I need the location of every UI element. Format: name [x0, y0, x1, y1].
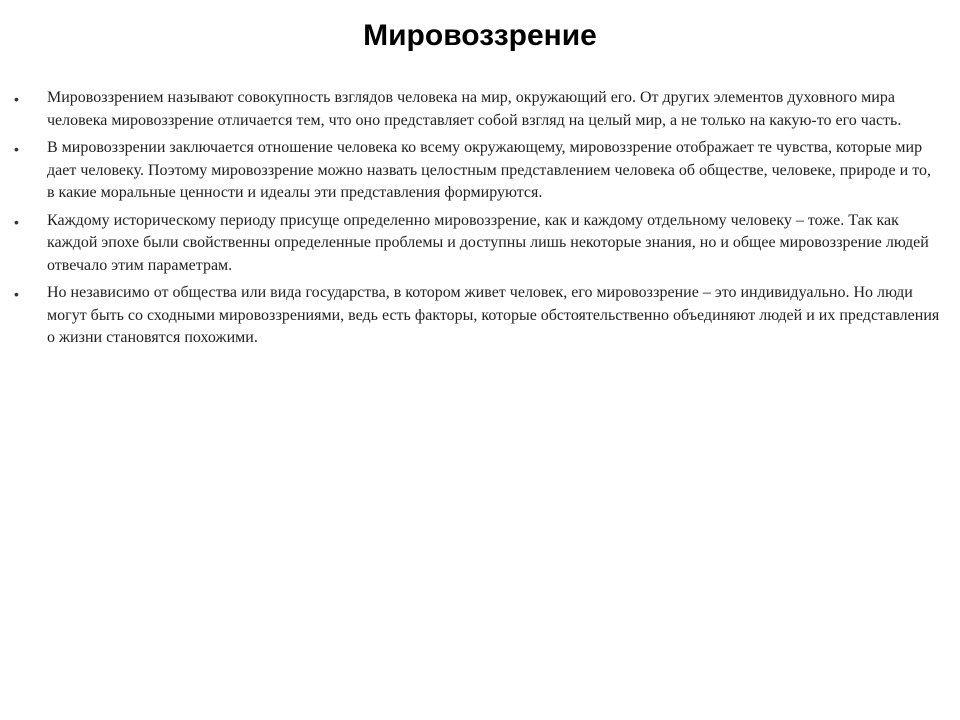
- bullet-text: Мировоззрением называют совокупность взглядов человека на мир, окружающий его. От других элементов духовного мира человека мировоззрение отличается тем, что оно представляет собой взгляд на целый мир, а не только на какую-то его часть.: [47, 89, 902, 129]
- slide-title: Мировоззрение: [363, 19, 597, 52]
- bullet-dot-icon: •: [14, 91, 19, 107]
- bullet-item: [0, 87, 960, 132]
- bullet-item: [0, 282, 960, 350]
- bullet-dot-icon: •: [14, 213, 19, 230]
- bullet-text: В мировоззрении заключается отношение человека ко всему окружающему, мировоззрение отображает те чувства, которые мир дает человеку. Поэтому мировоззрение можно назвать целостным представлением человека об обществе, человеке, природе и то, в какие моральные ценности и идеалы эти представления формируются.: [47, 139, 931, 201]
- bullet-dot-icon: •: [14, 141, 19, 157]
- bullet-text: Но независимо от общества или вида государства, в котором живет человек, его мировоззрение – это индивидуально. Но люди могут быть со сходными мировоззрениями, ведь есть факторы, которые обстоятельственно объединяют людей и их представления о жизни становятся похожими.: [47, 284, 940, 346]
- bullet-dot-icon: •: [14, 286, 19, 302]
- bullet-item: [0, 210, 960, 278]
- bullet-text: Каждому историческому периоду присуще определенно мировоззрение, как и каждому отдельному человеку – тоже. Так как каждой эпохе были свойственны определенные проблемы и доступны лишь некоторые знания, но и общее мировоззрение людей отвечало этим параметрам.: [47, 211, 929, 274]
- bullet-list: [0, 87, 960, 355]
- bullet-item: [0, 137, 960, 205]
